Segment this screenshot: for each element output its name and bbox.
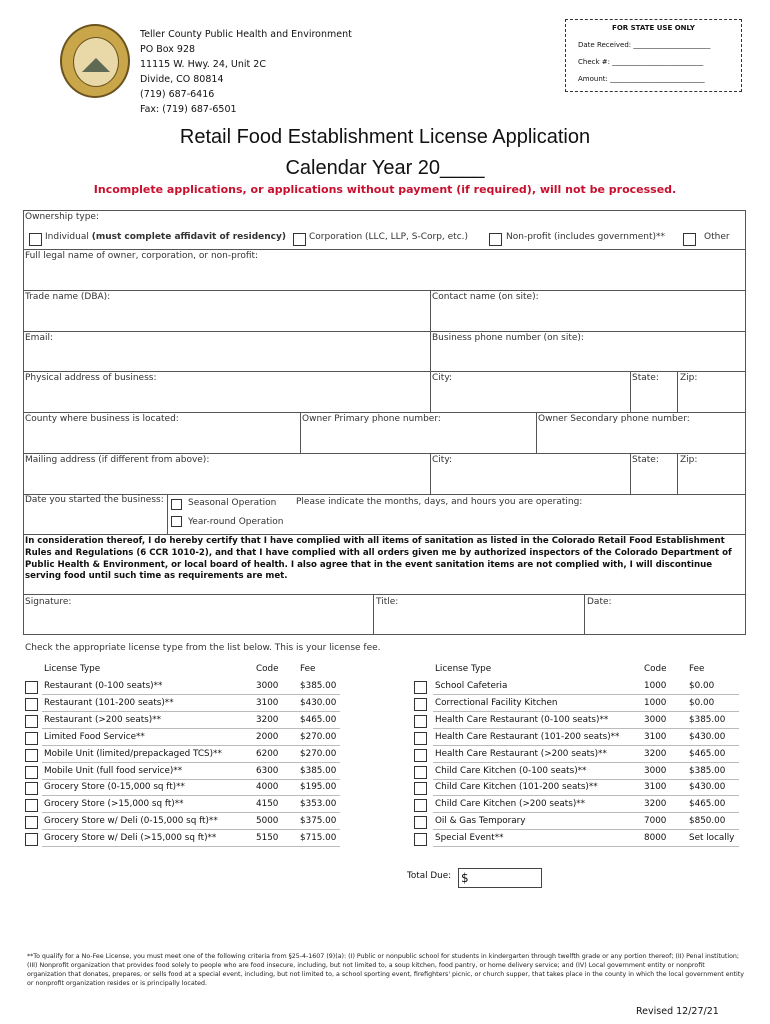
- right-license-type: Child Care Kitchen (101-200 seats)**: [435, 782, 598, 793]
- left-license-checkbox[interactable]: [25, 766, 38, 779]
- business-phone-field[interactable]: [435, 344, 740, 370]
- right-license-code: 8000: [644, 833, 667, 844]
- mailing-state-label: State:: [632, 455, 659, 465]
- left-license-fee: $375.00: [300, 816, 337, 827]
- total-due-field[interactable]: $: [458, 868, 542, 888]
- left-license-code: 6200: [256, 748, 279, 759]
- right-license-checkbox[interactable]: [414, 681, 427, 694]
- declaration-text: In consideration thereof, I do hereby certify that I have complied with all items of sanitation as listed in the Colorado Retail Food Establishment Rules and Regulations (6 CCR 1010-2), and that I have complied with all orders given me by authorized inspectors of the Colorado Department of Public Health & Environment, or local board of health. I also agree that in the event sanitation items are not complied with, I will discontinue serving food until such time as requirements are met.: [25, 536, 732, 582]
- warning-text: Incomplete applications, or applications without payment (if required), will not be processed.: [93, 183, 677, 196]
- date-started-label: Date you started the business:: [25, 495, 164, 505]
- divider: [167, 494, 168, 534]
- right-license-type: Child Care Kitchen (>200 seats)**: [435, 799, 586, 810]
- trade-name-field[interactable]: [30, 303, 425, 329]
- left-license-checkbox[interactable]: [25, 715, 38, 728]
- nonprofit-checkbox[interactable]: [489, 233, 502, 246]
- left-license-fee: $715.00: [300, 833, 337, 844]
- individual-option: [45, 232, 286, 242]
- divider: [373, 594, 374, 635]
- agency-address: [140, 27, 352, 117]
- left-license-fee: $270.00: [300, 748, 337, 759]
- left-license-fee: $270.00: [300, 731, 337, 742]
- legal-name-label: Full legal name of owner, corporation, or non-profit:: [25, 251, 259, 261]
- divider: [23, 331, 746, 332]
- seasonal-label: Seasonal Operation: [188, 498, 277, 508]
- check-line: Check #: __________________________: [578, 58, 704, 66]
- corporation-label: Corporation (LLC, LLP, S-Corp, etc.): [309, 232, 469, 242]
- yearround-label: Year-round Operation: [188, 517, 284, 527]
- individual-label: Individual: [45, 232, 89, 242]
- right-license-checkbox[interactable]: [414, 715, 427, 728]
- divider: [536, 412, 537, 453]
- owner-secondary-phone-label: Owner Secondary phone number:: [538, 414, 690, 424]
- right-license-fee: $0.00: [689, 681, 715, 691]
- left-license-fee: $385.00: [300, 681, 337, 691]
- left-license-code: 4000: [256, 782, 279, 793]
- right-license-fee: Set locally: [689, 833, 735, 844]
- right-license-code: 3100: [644, 782, 667, 793]
- physical-address-label: Physical address of business:: [25, 373, 157, 383]
- right-license-type: School Cafeteria: [435, 681, 508, 691]
- left-license-checkbox[interactable]: [25, 732, 38, 745]
- right-license-code: 1000: [644, 681, 667, 691]
- county-seal-logo: [60, 24, 130, 98]
- right-license-type: Special Event**: [435, 833, 504, 844]
- email-field[interactable]: [30, 344, 425, 370]
- right-fee-header: Fee: [689, 664, 705, 674]
- left-license-checkbox[interactable]: [25, 681, 38, 694]
- left-license-type: Mobile Unit (full food service)**: [44, 765, 183, 776]
- left-license-type: Grocery Store (0-15,000 sq ft)**: [44, 782, 185, 793]
- left-license-code: 3100: [256, 697, 279, 708]
- address-line: Fax: (719) 687-6501: [140, 104, 237, 115]
- right-license-checkbox[interactable]: [414, 766, 427, 779]
- license-instruction: Check the appropriate license type from the list below. This is your license fee.: [25, 643, 381, 653]
- right-license-checkbox[interactable]: [414, 732, 427, 745]
- left-type-header: License Type: [44, 664, 101, 674]
- right-license-code: 3000: [644, 714, 667, 725]
- right-license-code: 7000: [644, 816, 667, 827]
- divider: [23, 594, 746, 595]
- left-license-checkbox[interactable]: [25, 749, 38, 762]
- contact-name-label: Contact name (on site):: [432, 292, 539, 302]
- physical-address-field[interactable]: [30, 385, 425, 409]
- individual-checkbox[interactable]: [29, 233, 42, 246]
- divider: [23, 412, 746, 413]
- divider: [584, 594, 585, 635]
- left-license-type: Limited Food Service**: [44, 731, 145, 742]
- state-use-title: FOR STATE USE ONLY: [612, 24, 695, 32]
- left-license-fee: $385.00: [300, 765, 337, 776]
- left-license-checkbox[interactable]: [25, 799, 38, 812]
- right-license-checkbox[interactable]: [414, 782, 427, 795]
- right-license-type: Oil & Gas Temporary: [435, 816, 526, 827]
- zip-label: Zip:: [680, 373, 698, 383]
- total-due-label: Total Due:: [407, 871, 452, 881]
- individual-note: (must complete affidavit of residency): [91, 232, 286, 242]
- left-license-fee: $353.00: [300, 799, 337, 810]
- left-license-checkbox[interactable]: [25, 782, 38, 795]
- legal-name-field[interactable]: [30, 262, 740, 288]
- left-license-code: 3000: [256, 681, 279, 691]
- agency-name: Teller County Public Health and Environment: [140, 29, 352, 40]
- divider: [300, 412, 301, 453]
- other-label: Other: [704, 232, 730, 242]
- seasonal-checkbox[interactable]: [171, 499, 182, 510]
- right-license-code: 3100: [644, 731, 667, 742]
- contact-name-field[interactable]: [435, 303, 740, 329]
- left-license-type: Restaurant (101-200 seats)**: [44, 697, 174, 708]
- revised-date: Revised 12/27/21: [636, 1006, 719, 1017]
- left-license-fee: $465.00: [300, 714, 337, 725]
- left-fee-header: Fee: [300, 664, 316, 674]
- right-license-code: 3000: [644, 765, 667, 776]
- right-license-type: Child Care Kitchen (0-100 seats)**: [435, 765, 587, 776]
- divider: [630, 453, 631, 494]
- date-label: Date:: [587, 597, 612, 607]
- divider: [23, 371, 746, 372]
- date-received-line: Date Received: ______________________: [578, 41, 711, 49]
- left-license-type: Restaurant (>200 seats)**: [44, 714, 161, 725]
- right-license-type: Health Care Restaurant (101-200 seats)**: [435, 731, 620, 742]
- divider: [23, 534, 746, 535]
- footnote: **To qualify for a No-Fee License, you must meet one of the following criteria from §25-4-1607 (9)(a): (I) Public or nonpublic school for students in kindergarten through twelfth grade or any portion thereof; (II) Penal institution; (III) Nonprofit organization that provides food solely to people who are food insecure, including, but not limited to, a soup kitchen, food pantry, or home delivery service; and (IV) Local government entity or nonprofit organization that donates, prepares, or sells food at a special event, including, but not limited to, a school sporting event, firefighters' picnic, or church supper, that takes place in the county in which the local government entity or nonprofit organization resides or is principally located.: [27, 953, 744, 987]
- right-license-fee: $385.00: [689, 714, 726, 725]
- left-license-fee: $195.00: [300, 782, 337, 793]
- right-license-fee: $0.00: [689, 697, 715, 708]
- right-license-type: Correctional Facility Kitchen: [435, 697, 558, 708]
- right-license-checkbox[interactable]: [414, 698, 427, 711]
- amount-line: Amount: ___________________________: [578, 75, 705, 83]
- left-license-code: 5150: [256, 833, 279, 844]
- email-label: Email:: [25, 333, 54, 343]
- page-title: Retail Food Establishment License Application: [179, 126, 591, 148]
- city-label: City:: [432, 373, 453, 383]
- ownership-type-label: Ownership type:: [25, 212, 99, 222]
- yearround-checkbox[interactable]: [171, 516, 182, 527]
- right-license-code: 3200: [644, 799, 667, 810]
- right-code-header: Code: [644, 664, 667, 674]
- page-subtitle: Calendar Year 20____: [285, 157, 485, 179]
- operating-hours-label: Please indicate the months, days, and hours you are operating:: [296, 497, 583, 507]
- business-phone-label: Business phone number (on site):: [432, 333, 584, 343]
- divider: [430, 453, 431, 494]
- left-license-code: 5000: [256, 816, 279, 827]
- county-label: County where business is located:: [25, 414, 179, 424]
- divider: [23, 453, 746, 454]
- divider: [23, 290, 746, 291]
- left-license-code: 3200: [256, 714, 279, 725]
- right-license-fee: $850.00: [689, 816, 726, 827]
- divider: [677, 453, 678, 494]
- right-license-fee: $465.00: [689, 799, 726, 810]
- right-license-checkbox[interactable]: [414, 749, 427, 762]
- mailing-zip-label: Zip:: [680, 455, 698, 465]
- right-license-fee: $430.00: [689, 731, 726, 742]
- divider: [677, 371, 678, 412]
- right-license-code: 3200: [644, 748, 667, 759]
- left-license-type: Grocery Store (>15,000 sq ft)**: [44, 799, 184, 810]
- address-line: PO Box 928: [140, 44, 196, 55]
- title-label: Title:: [376, 597, 399, 607]
- left-license-code: 6300: [256, 765, 279, 776]
- left-license-type: Grocery Store w/ Deli (0-15,000 sq ft)**: [44, 816, 218, 827]
- state-use-box: [565, 19, 742, 92]
- left-license-checkbox[interactable]: [25, 816, 38, 829]
- right-license-checkbox[interactable]: [414, 833, 427, 846]
- left-license-checkbox[interactable]: [25, 698, 38, 711]
- right-license-fee: $465.00: [689, 748, 726, 759]
- left-license-checkbox[interactable]: [25, 833, 38, 846]
- divider: [23, 249, 746, 250]
- left-code-header: Code: [256, 664, 279, 674]
- divider: [430, 290, 431, 412]
- right-license-type: Health Care Restaurant (>200 seats)**: [435, 748, 607, 759]
- right-license-type: Health Care Restaurant (0-100 seats)**: [435, 714, 609, 725]
- right-license-fee: $385.00: [689, 765, 726, 776]
- right-type-header: License Type: [435, 664, 492, 674]
- left-license-type: Mobile Unit (limited/prepackaged TCS)**: [44, 748, 222, 759]
- right-license-fee: $430.00: [689, 782, 726, 793]
- owner-primary-phone-label: Owner Primary phone number:: [302, 414, 441, 424]
- right-license-code: 1000: [644, 697, 667, 708]
- right-license-checkbox[interactable]: [414, 799, 427, 812]
- left-license-code: 2000: [256, 731, 279, 742]
- mailing-address-label: Mailing address (if different from above):: [25, 455, 210, 465]
- other-checkbox[interactable]: [683, 233, 696, 246]
- address-line: (719) 687-6416: [140, 89, 215, 100]
- left-license-code: 4150: [256, 799, 279, 810]
- left-license-fee: $430.00: [300, 697, 337, 708]
- trade-name-label: Trade name (DBA):: [25, 292, 111, 302]
- divider: [630, 371, 631, 412]
- right-license-checkbox[interactable]: [414, 816, 427, 829]
- corporation-checkbox[interactable]: [293, 233, 306, 246]
- nonprofit-label: Non-profit (includes government)**: [506, 232, 666, 242]
- left-license-type: Grocery Store w/ Deli (>15,000 sq ft)**: [44, 833, 217, 844]
- address-line: 11115 W. Hwy. 24, Unit 2C: [140, 59, 266, 70]
- mailing-city-label: City:: [432, 455, 453, 465]
- left-license-type: Restaurant (0-100 seats)**: [44, 681, 163, 691]
- address-line: Divide, CO 80814: [140, 74, 224, 85]
- state-label: State:: [632, 373, 659, 383]
- signature-label: Signature:: [25, 597, 72, 607]
